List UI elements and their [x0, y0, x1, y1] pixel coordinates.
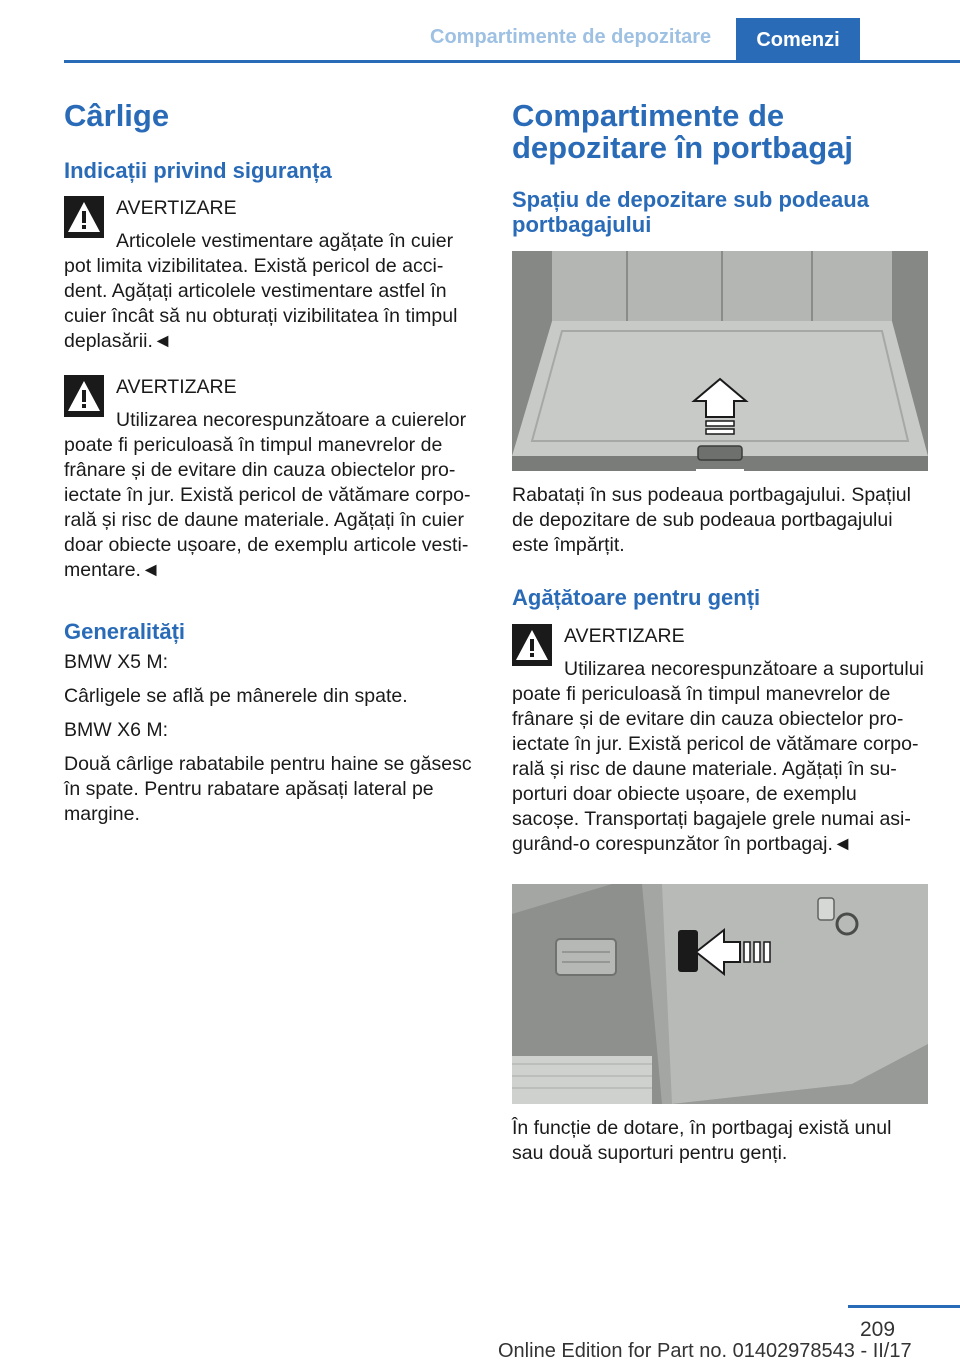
warning-block-1 — [64, 196, 480, 354]
section-title: Compartimente de depozitare — [430, 26, 712, 48]
warning-label: AVERTIZARE — [116, 376, 237, 398]
warning-triangle-icon — [512, 624, 552, 666]
bag-hook-caption: În funcție de dotare, în portbagaj există unul sau două suporturi pentru genți. — [512, 1117, 892, 1164]
general-heading: Generalități — [64, 619, 186, 644]
underfloor-caption: Rabatați în sus podeaua portbagajului. Spațiul de depozitare de sub podeaua portbagajului este împărțit. — [512, 484, 911, 556]
warning-block-2 — [64, 375, 480, 583]
x6m-hooks-text: Două cârlige rabatabile pentru haine se găsesc în spate. Pentru rabatare apăsați lateral pe margine. — [64, 753, 472, 825]
section-title-portbagaj: Compartimente de depozitare în portbagaj — [512, 98, 854, 165]
model-x6m-label: BMW X6 M: — [64, 719, 169, 741]
warning-block-3 — [512, 624, 928, 857]
warning-label: AVERTIZARE — [564, 625, 685, 647]
warning-text: Articolele vestimentare agățate în cuier pot limita vizibilitatea. Există pericol de accident. Agățați articolele vestimentare astfel în cuier încât să nu obturați vizibilitatea în timpul deplasării.◄ — [64, 230, 458, 352]
tab-comenzi[interactable]: Comenzi — [736, 18, 860, 60]
page-number: 209 — [860, 1318, 896, 1341]
footer-rule — [848, 1305, 960, 1308]
warning-text: Utilizarea necorespunzătoare a cuierelor poate fi periculoasă în timpul manevrelor de frânare și de evitare din cauza obiectelor proiectate în jur. Există pericol de vătămare corporală și risc de daune materiale. Agățați în cuier doar obiecte ușoare, de exemplu articole vestimentare.◄ — [64, 409, 471, 581]
bag-hooks-heading: Agățătoare pentru genți — [512, 585, 761, 610]
warning-label: AVERTIZARE — [116, 197, 237, 219]
safety-heading: Indicații privind siguranța — [64, 158, 332, 183]
page-title-carlige: Cârlige — [64, 98, 170, 133]
model-x5m-label: BMW X5 M: — [64, 651, 169, 673]
left-column — [64, 100, 480, 827]
bag-hook-photo — [512, 884, 928, 1104]
edition-info: Online Edition for Part no. 01402978543 - II/17 — [498, 1340, 912, 1362]
trunk-floor-photo — [512, 251, 928, 471]
header-rule — [64, 60, 960, 63]
right-column — [512, 100, 928, 1166]
x5m-hooks-text: Cârligele se află pe mânerele din spate. — [64, 685, 408, 707]
underfloor-heading: Spațiu de depozitare sub podeaua portbagajului — [512, 187, 869, 237]
warning-triangle-icon — [64, 375, 104, 417]
warning-text: Utilizarea necorespunzătoare a suportului poate fi periculoasă în timpul manevrelor de frânare și de evitare din cauza obiectelor proiectate în jur. Există pericol de vătămare corporală și risc de daune materiale. Agățați în suporturi doar obiecte ușoare, de exemplu sacoșe. Transportați bagajele grele numai asigurând-o corespunzător în portbagaj.◄ — [512, 658, 924, 855]
warning-triangle-icon — [64, 196, 104, 238]
